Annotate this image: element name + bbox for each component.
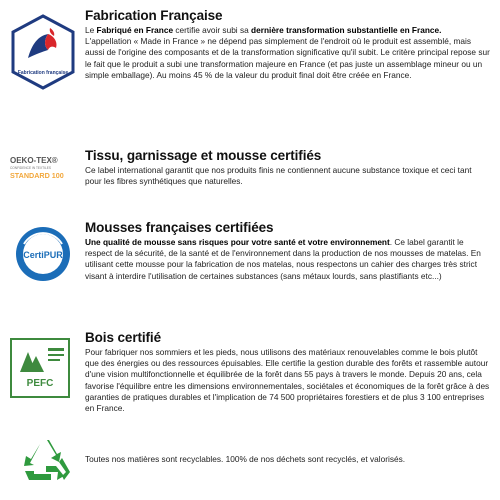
bold-text: dernière transformation substantielle en France. (251, 25, 442, 35)
oeko-tex-bottom-text: STANDARD 100 (10, 171, 64, 180)
bold-text: Une qualité de mousse sans risques pour votre santé et votre environnement (85, 237, 390, 247)
section-title: Mousses françaises certifiées (85, 220, 274, 235)
body-text: Toutes nos matières sont recyclables. 100% de nos déchets sont recyclés, et valorisés. (85, 454, 406, 464)
section-body (85, 347, 490, 414)
fabrication-francaise-logo (10, 14, 76, 95)
oeko-tex-middle-text: CONFIDENCE IN TEXTILES (10, 166, 52, 170)
body-text: Ce label international garantit que nos produits finis ne contiennent aucune substance toxique et ceci tant pour les fibres synthétiques que naturelles. (85, 165, 472, 187)
certipur-badge-icon (10, 224, 76, 284)
body-text: Le (85, 25, 97, 35)
oeko-tex-logo (10, 154, 76, 189)
section-title: Fabrication Française (85, 8, 223, 23)
section-body (85, 237, 490, 282)
section-title: Bois certifié (85, 330, 161, 345)
logo-caption: Fabrication française (17, 70, 69, 76)
recycle-logo (20, 436, 74, 491)
certipur-text: CertiPUR (23, 250, 63, 260)
pefc-logo (10, 338, 70, 403)
body-text: L'appellation « Made in France » ne dépend pas simplement de l'endroit où le produit est assemblé, mais aussi de l'origine des composants et de la transformation significative qu'il subit. Le critère principal repose sur le fait que le produit a subi une transformation majeure en France (et pas juste un assemblage mineur ou un simple emballage). Au moins 45 % de la valeur du produit final doit être créée en France. (85, 36, 490, 80)
oeko-tex-top-text: OEKO-TEX® (10, 156, 58, 165)
body-text: Pour fabriquer nos sommiers et les pieds, nous utilisons des matériaux renouvelables comme le bois plutôt que des énergies ou des ressources épuisables. Elle certifie la gestion durable des forêts et rassemble autour d'une vision multifonctionnelle et équilibrée de la forêt dans 55 pays à travers le monde. Depuis 20 ans, cela favorise l'équilibre entre les dimensions environnementales, sociétales et économiques de la forêt grâce à des garanties de pratiques durables et l'implication de 74 500 propriétaires forestiers et de plus 3 100 entreprises en France. (85, 347, 490, 414)
section-title: Tissu, garnissage et mousse certifiés (85, 148, 322, 163)
recycle-icon (20, 436, 74, 486)
body-text: . Ce label garantit le respect de la sécurité, de la santé et de l'environnement dans la production de nos mousses de matelas. En utilisant cette mousse pour la fabrication de nos matelas, nous respectons un cahier des charges très strict visant à interdire l'utilisation de certaines substances (sans métaux lourds, sans plastifiants etc...) (85, 237, 481, 281)
pefc-certification-icon (10, 338, 70, 398)
made-in-france-badge-icon (10, 14, 76, 90)
body-text: certifie avoir subi sa (173, 25, 252, 35)
certipur-logo (10, 224, 76, 289)
section-body (85, 165, 490, 187)
bold-text: Fabriqué en France (96, 25, 174, 35)
section-body (85, 454, 490, 465)
oeko-tex-standard-icon (10, 154, 76, 184)
section-body (85, 25, 490, 81)
pefc-text: PEFC (26, 378, 54, 389)
